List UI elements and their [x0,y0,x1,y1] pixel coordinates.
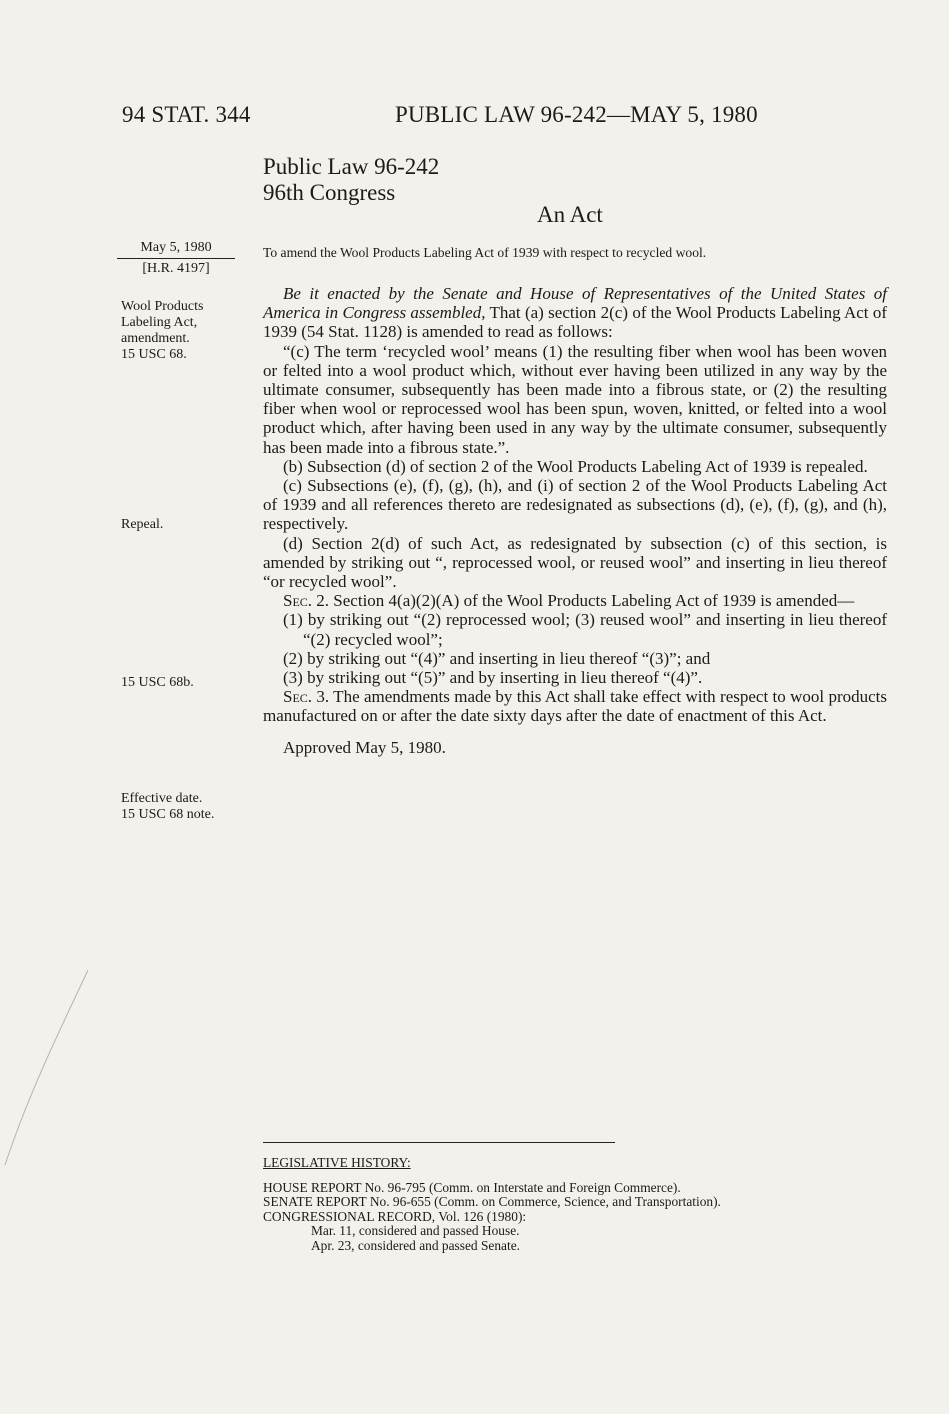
section-2-item: (1) by striking out “(2) reprocessed wool; (3) reused wool” and inserting in lieu thereof “(2) recycled wool”; [283,610,887,649]
date-bill-block [117,238,235,279]
section-3 [263,687,887,725]
page-stat-reference: 94 STAT. 344 [122,102,251,127]
legislative-history-line: CONGRESSIONAL RECORD, Vol. 126 (1980): [263,1208,527,1224]
enactment-date: May 5, 1980 [117,238,235,259]
act-heading: An Act [537,202,603,227]
approval-date: Approved May 5, 1980. [283,737,446,757]
section-2-text: Section 4(a)(2)(A) of the Wool Products Labeling Act of 1939 is amended— [329,591,855,611]
subsection-d: (d) Section 2(d) of such Act, as redesignated by subsection (c) of this section, is amended by striking out “, reprocessed wool, or reused wool” and inserting in lieu thereof “or recycled wool”. [263,533,887,592]
enacting-clause-text: That (a) section 2(c) of the Wool Products Labeling Act of 1939 (54 Stat. 1128) is amended to read as follows: [263,303,887,342]
section-2 [263,591,887,610]
margin-note-line: Labeling Act, [121,315,198,330]
congress-number: 96th Congress [263,180,396,205]
law-title-block [263,154,439,206]
subsection-b: (b) Subsection (d) of section 2 of the Wool Products Labeling Act of 1939 is repealed. [283,456,868,476]
section-2-label: Sec. 2. [283,591,330,611]
margin-note-line: amendment. [121,331,190,346]
act-purpose: To amend the Wool Products Labeling Act of 1939 with respect to recycled wool. [263,245,707,260]
margin-note-usc68b: 15 USC 68b. [121,675,194,690]
section-3-label: Sec. 3. [283,687,330,707]
page-fold-mark [0,970,90,1170]
margin-note-line: 15 USC 68 note. [121,807,215,822]
running-header-title: PUBLIC LAW 96-242—MAY 5, 1980 [395,102,758,127]
legislative-history-heading: LEGISLATIVE HISTORY: [263,1155,411,1170]
public-law-number: Public Law 96-242 [263,154,440,179]
margin-note-amendment [121,299,203,363]
margin-note-repeal: Repeal. [121,517,164,532]
bill-number: [H.R. 4197] [142,261,210,276]
legislative-history-line: HOUSE REPORT No. 96-795 (Comm. on Interstate and Foreign Commerce). [263,1179,681,1195]
subsection-c: (c) Subsections (e), (f), (g), (h), and (i) of section 2 of the Wool Products Labeling Act of 1939 and all references thereto are redesignated as subsections (d), (e), (f), (g), and (h), respectively. [263,476,887,534]
legislative-history-subline: Apr. 23, considered and passed Senate. [311,1237,520,1253]
enacting-clause [263,284,887,342]
act-body [263,284,887,757]
legislative-history-rule [263,1142,615,1143]
legislative-history-subline: Mar. 11, considered and passed House. [311,1223,520,1239]
definition-recycled-wool: “(c) The term ‘recycled wool’ means (1) the resulting fiber when wool has been woven or felted into a wool product which, without ever having been utilized in any way by the ultimate consumer, subsequently has been made into a fibrous state, or (2) the resulting fiber when wool or reprocessed wool has been spun, woven, knitted, or felted into a wool product which, after having been used in any way by the ultimate consumer, subsequently has been made into a fibrous state.”. [263,341,887,457]
legislative-history-line: SENATE REPORT No. 96-655 (Comm. on Commerce, Science, and Transportation). [263,1194,721,1210]
margin-note-effective-date [121,791,214,823]
legislative-history [263,1156,721,1254]
margin-note-line: Effective date. [121,791,203,806]
enacting-clause-italic: Be it enacted by the Senate and House of Representatives of the United States of America in Congress assembled, [263,284,887,323]
section-2-item: (3) by striking out “(5)” and by inserting in lieu thereof “(4)”. [283,668,703,688]
margin-note-line: Wool Products [121,299,204,314]
section-3-text: The amendments made by this Act shall take effect with respect to wool products manufactured on or after the date sixty days after the date of enactment of this Act. [263,687,887,726]
section-2-item: (2) by striking out “(4)” and inserting in lieu thereof “(3)”; and [283,648,711,668]
margin-note-line: 15 USC 68. [121,347,187,362]
